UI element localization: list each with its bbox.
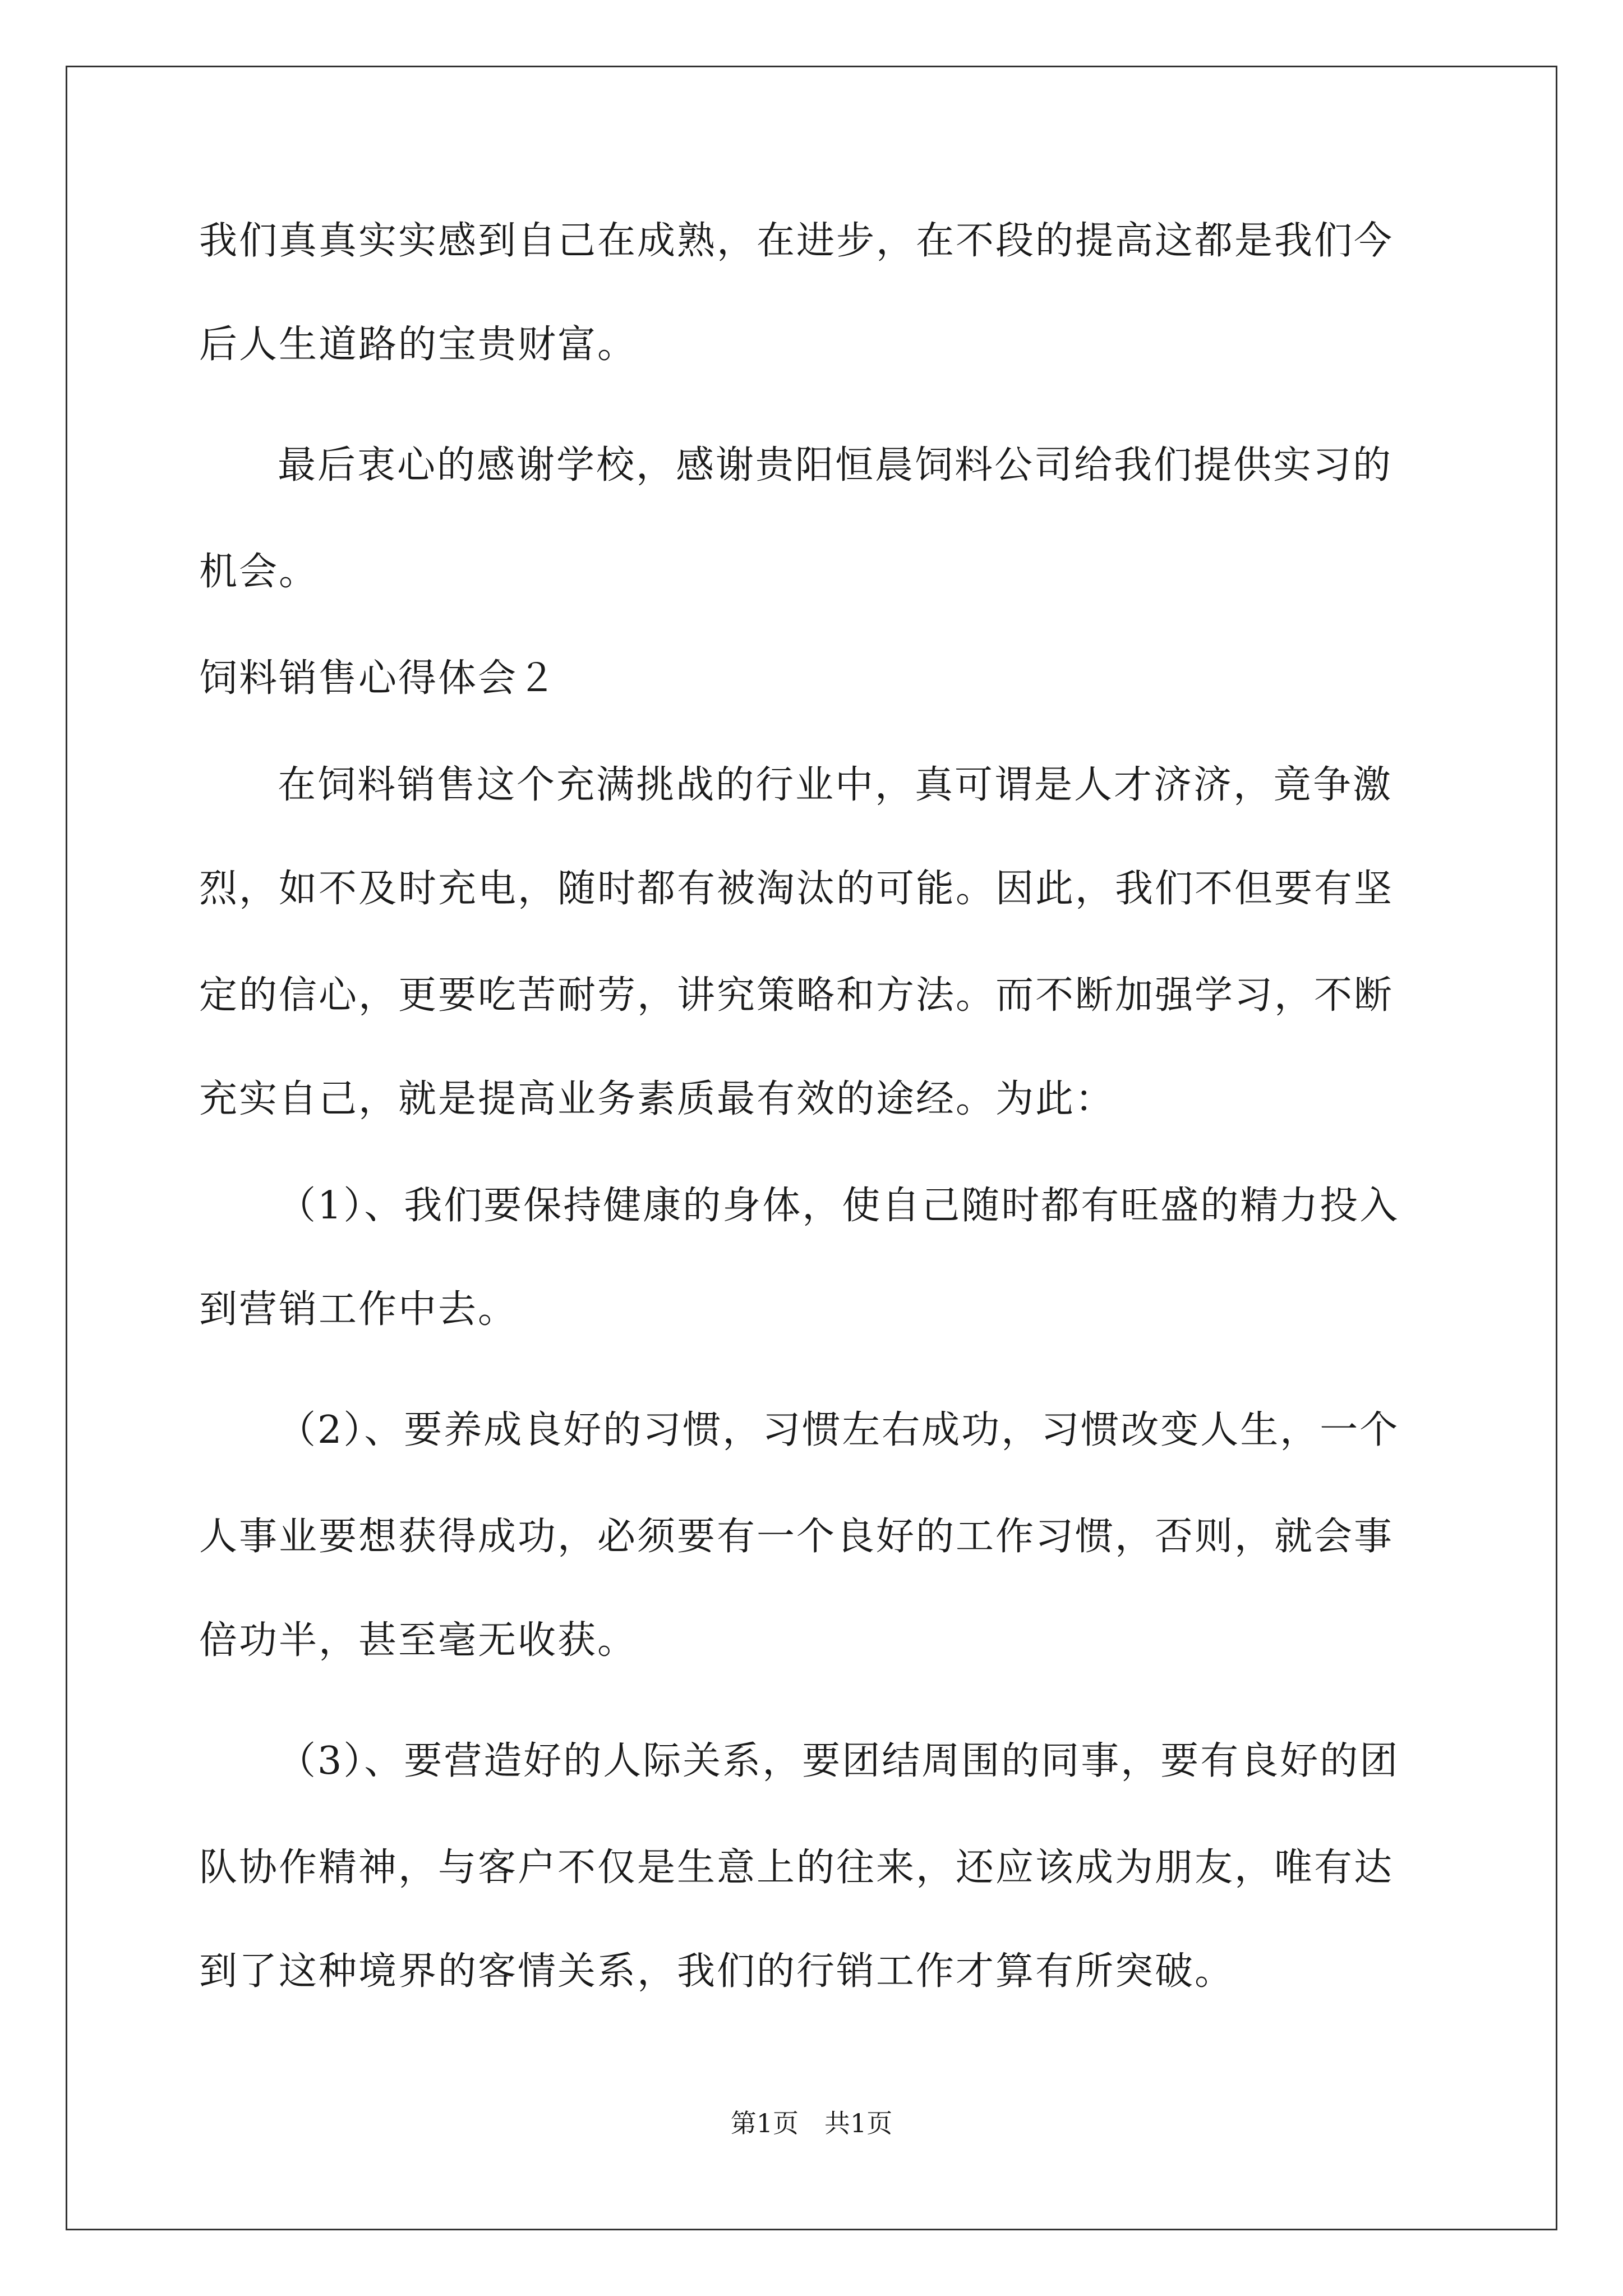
- section-heading: 饲料销售心得体会２: [199, 656, 558, 701]
- paragraph-line: 到了这种境界的客情关系，我们的行销工作才算有所突破。: [199, 1949, 1235, 1994]
- paragraph-line: （3）、要营造好的人际关系，要团结周围的同事，要有良好的团: [278, 1739, 1400, 1783]
- paragraph-line: 后人生道路的宝贵财富。: [199, 323, 638, 367]
- paragraph-line: 队协作精神，与客户不仅是生意上的往来，还应该成为朋友，唯有达: [199, 1846, 1394, 1890]
- paragraph-line: 倍功半，甚至毫无收获。: [199, 1618, 638, 1663]
- paragraph-line: 人事业要想获得成功，必须要有一个良好的工作习惯，否则，就会事: [199, 1515, 1394, 1559]
- paragraph-line: 机会。: [199, 550, 319, 594]
- paragraph-line: 定的信心，更要吃苦耐劳，讲究策略和方法。而不断加强学习，不断: [199, 973, 1394, 1018]
- paragraph-line: （2）、要养成良好的习惯，习惯左右成功，习惯改变人生，一个: [278, 1408, 1400, 1452]
- paragraph-line: 烈，如不及时充电，随时都有被淘汰的可能。因此，我们不但要有坚: [199, 867, 1394, 911]
- paragraph-line: 到营销工作中去。: [199, 1287, 518, 1332]
- page-border: [66, 66, 1557, 2230]
- paragraph-line: 充实自己，就是提高业务素质最有效的途经。为此：: [199, 1077, 1115, 1121]
- paragraph-line: 我们真真实实感到自己在成熟，在进步，在不段的提高这都是我们今: [199, 219, 1394, 263]
- page-number: 第1页 共1页: [730, 2108, 893, 2138]
- paragraph-line: 最后衷心的感谢学校，感谢贵阳恒晨饲料公司给我们提供实习的: [278, 443, 1393, 487]
- paragraph-line: （1）、我们要保持健康的身体，使自己随时都有旺盛的精力投入: [278, 1184, 1400, 1228]
- paragraph-line: 在饲料销售这个充满挑战的行业中，真可谓是人才济济，竟争激: [278, 763, 1393, 807]
